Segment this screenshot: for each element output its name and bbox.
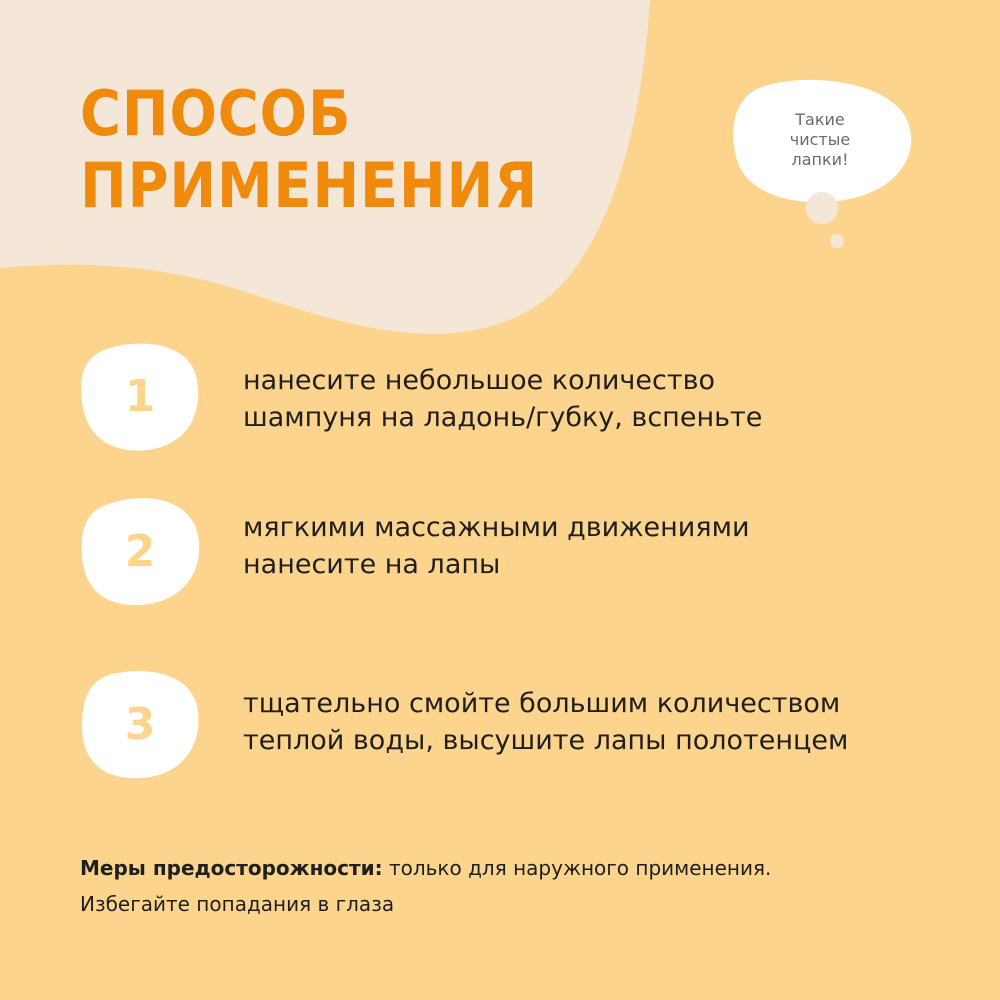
precautions-note xyxy=(80,850,771,922)
precautions-text-2: Избегайте попадания в глаза xyxy=(80,892,395,916)
bubble-line-2: чистые xyxy=(789,130,851,149)
precautions-text-1: только для наружного применения. xyxy=(388,856,772,880)
precautions-label: Меры предосторожности: xyxy=(80,856,383,880)
bubble-text xyxy=(760,110,880,170)
step-1-badge xyxy=(80,340,200,452)
step-3-text: тщательно смойте большим количеством теплой воды, высушите лапы полотенцем xyxy=(243,688,849,756)
step-2-badge xyxy=(80,495,200,607)
step-1-text: нанесите небольшое количество шампуня на ладонь/губку, вспеньте xyxy=(243,365,763,433)
step-2-text: мягкими массажными движениями нанесите на лапы xyxy=(243,512,750,580)
thought-bubble xyxy=(725,78,920,258)
step-1-number: 1 xyxy=(124,370,156,422)
title-line-2: ПРИМЕНЕНИЯ xyxy=(80,149,539,222)
step-3-badge xyxy=(80,668,200,780)
bubble-line-3: лапки! xyxy=(791,150,849,169)
step-2-number: 2 xyxy=(124,525,156,577)
title-line-1: СПОСОБ xyxy=(80,77,352,150)
step-3-number: 3 xyxy=(124,698,156,750)
page-title xyxy=(80,78,538,222)
bubble-line-1: Такие xyxy=(795,110,845,129)
